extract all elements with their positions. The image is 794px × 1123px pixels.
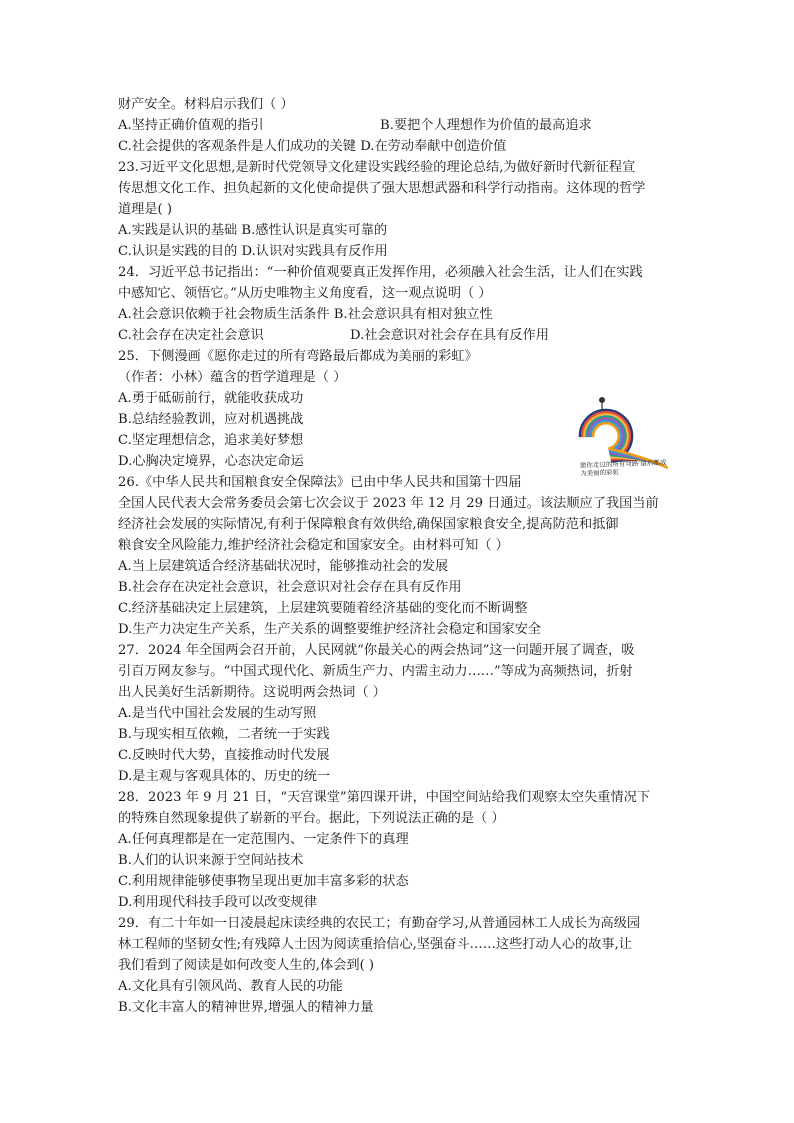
- option-q23-cd: C.认识是实践的目的 D.认识对实践具有反作用: [118, 244, 388, 259]
- option-q24-ab: A.社会意识依赖于社会物质生活条件 B.社会意识具有相对独立性: [118, 307, 493, 322]
- option-q29-b: B.文化丰富人的精神世界,增强人的精神力量: [118, 1000, 374, 1015]
- option-q25-b: B.总结经验教训，应对机遇挑战: [118, 412, 304, 427]
- text-line: （作者：小林）蕴含的哲学道理是（ ）: [118, 370, 347, 385]
- text-line: 全国人民代表大会常务委员会第七次会议于 2023 年 12 月 29 日通过。该法顺应了我国当前: [118, 496, 659, 511]
- question-28: 28．2023 年 9 月 21 日，“天宫课堂”第四课开讲，中国空间站给我们观察太空失重情况下: [118, 790, 650, 805]
- option-q22-cd: C.社会提供的客观条件是人们成功的关键 D.在劳动奉献中创造价值: [118, 139, 507, 154]
- figure-head: [599, 397, 605, 403]
- text-line: 林工程师的坚韧女性;有残障人士因为阅读重拾信心,坚强奋斗……这些打动人心的故事,让: [118, 937, 632, 952]
- text-line: 中感知它、领悟它。”从历史唯物主义角度看，这一观点说明（ ）: [118, 286, 492, 301]
- question-26: 26.《中华人民共和国粮食安全保障法》已由中华人民共和国第十四届: [118, 475, 522, 490]
- option-q26-c: C.经济基础决定上层建筑，上层建筑要随着经济基础的变化而不断调整: [118, 601, 528, 616]
- option-q25-c: C.坚定理想信念，追求美好梦想: [118, 433, 304, 448]
- question-24: 24．习近平总书记指出：“一种价值观要真正发挥作用，必须融入社会生活，让人们在实践: [118, 265, 643, 280]
- option-q27-a: A.是当代中国社会发展的生动写照: [118, 706, 317, 721]
- text-line: 道理是( ): [118, 202, 173, 217]
- option-q28-d: D.利用现代科技手段可以改变规律: [118, 895, 317, 910]
- option-q28-b: B.人们的认识来源于空间站技术: [118, 853, 304, 868]
- text-line: 粮食安全风险能力,维护经济社会稳定和国家安全。由材料可知（ ）: [118, 538, 509, 553]
- option-q28-a: A.任何真理都是在一定范围内、一定条件下的真理: [118, 832, 409, 847]
- option-q24-d: D.社会意识对社会存在具有反作用: [350, 328, 549, 343]
- question-29: 29．有二十年如一日凌晨起床读经典的农民工；有勤奋学习,从普通园林工人成长为高级园: [118, 916, 641, 931]
- option-q27-d: D.是主观与客观具体的、历史的统一: [118, 769, 331, 784]
- text-line: 出人民美好生活新期待。这说明两会热词（ ）: [118, 685, 386, 700]
- option-q26-b: B.社会存在决定社会意识，社会意识对社会存在具有反作用: [118, 580, 462, 595]
- option-q23-ab: A.实践是认识的基础 B.感性认识是真实可靠的: [118, 223, 388, 238]
- text-line: 我们看到了阅读是如何改变人生的,体会到( ): [118, 958, 375, 973]
- option-q29-a: A.文化具有引领风尚、教育人民的功能: [118, 979, 343, 994]
- option-q26-d: D.生产力决定生产关系，生产关系的调整要维护经济社会稳定和国家安全: [118, 622, 542, 637]
- option-q25-a: A.勇于砥砺前行，就能收获成功: [118, 391, 304, 406]
- text-line: 的特殊自然现象提供了崭新的平台。据此，下列说法正确的是（ ）: [118, 811, 505, 826]
- option-q24-c: C.社会存在决定社会意识: [118, 328, 264, 343]
- option-q28-c: C.利用规律能够使事物呈现出更加丰富多彩的状态: [118, 874, 409, 889]
- option-q27-b: B.与现实相互依赖，二者统一于实践: [118, 727, 330, 742]
- option-q25-d: D.心胸决定境界，心态决定命运: [118, 454, 304, 469]
- option-q27-c: C.反映时代大势，直接推动时代发展: [118, 748, 330, 763]
- option-q22-b: B.要把个人理想作为价值的最高追求: [380, 118, 592, 133]
- question-27: 27．2024 年全国两会召开前，人民网就“你最关心的两会热词”这一问题开展了调查，吸: [118, 643, 635, 658]
- text-line: 引百万网友参与。“中国式现代化、新质生产力、内需主动力……”等成为高频热词，折射: [118, 664, 633, 679]
- option-q22-a: A.坚持正确价值观的指引: [118, 118, 264, 133]
- question-23: 23.习近平文化思想,是新时代党领导文化建设实践经验的理论总结,为做好新时代新征程宣: [118, 160, 636, 175]
- text-line: 经济社会发展的实际情况,有利于保障粮食有效供给,确保国家粮食安全,提高防范和抵御: [118, 517, 619, 532]
- text-line: 传思想文化工作、担负起新的文化使命提供了强大思想武器和科学行动指南。这体现的哲学: [118, 181, 646, 196]
- option-q26-a: A.当上层建筑适合经济基础状况时，能够推动社会的发展: [118, 559, 449, 574]
- question-25: 25．下侧漫画《愿你走过的所有弯路最后都成为美丽的彩虹》: [118, 349, 478, 364]
- comic-caption: 愿你走过的所有弯路 最后都成为美丽的彩虹: [579, 458, 667, 478]
- text-line: 财产安全。材料启示我们（ ）: [118, 97, 294, 112]
